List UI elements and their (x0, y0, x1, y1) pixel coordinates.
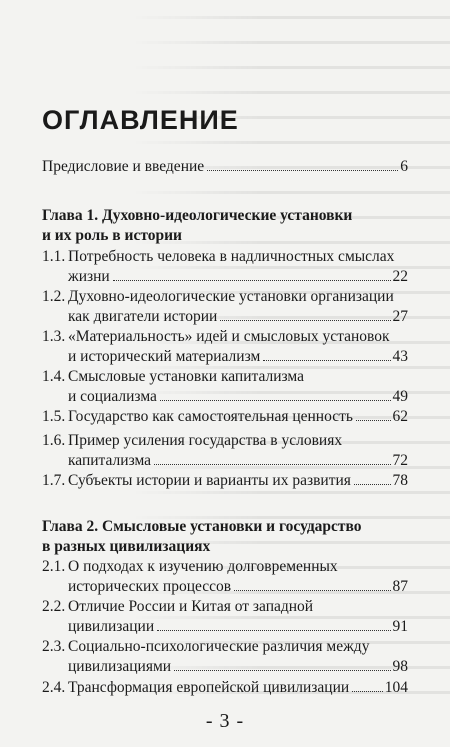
toc-entry (42, 637, 408, 677)
entry-number: 1.1. (42, 248, 66, 265)
entry-number: 1.2. (42, 288, 66, 305)
entry-title-line-2: цивилизациями (68, 658, 172, 675)
toc-entry (42, 597, 408, 637)
entry-page: 98 (392, 658, 408, 675)
leader-dots (160, 399, 391, 401)
entry-page: 6 (400, 158, 408, 175)
toc-entry (42, 327, 408, 367)
entry-page: 91 (392, 618, 408, 635)
entry-page: 87 (392, 578, 408, 595)
entry-page: 72 (392, 452, 408, 469)
toc-entry (42, 557, 408, 597)
entry-number: 2.2. (42, 598, 66, 615)
leader-dots (263, 359, 390, 361)
entry-number: 2.1. (42, 558, 66, 575)
leader-dots (234, 589, 390, 591)
entry-number: 2.4. (42, 679, 66, 696)
leader-dots (352, 690, 383, 692)
chapter-title-line-1: Глава 2. Смысловые установки и государство (42, 518, 362, 535)
chapter-heading (42, 206, 420, 246)
toc-entry (42, 287, 408, 327)
entry-page: 22 (392, 268, 408, 285)
entry-page: 49 (392, 388, 408, 405)
toc-entry (42, 471, 408, 491)
toc-entry-preface (42, 157, 408, 177)
chapter-title-line-2: в разных цивилизациях (42, 538, 211, 555)
entry-number: 1.7. (42, 472, 66, 489)
entry-title-line-2: исторических процессов (68, 578, 232, 595)
leader-dots (356, 419, 391, 421)
leader-dots (157, 629, 390, 631)
entry-title-line-1: «Материальность» идей и смысловых установок (68, 328, 390, 345)
leader-dots (154, 463, 390, 465)
entry-number: 2.3. (42, 638, 66, 655)
entry-title-line-2: и социализма (68, 388, 157, 405)
entry-page: 27 (392, 308, 408, 325)
chapter-title-line-1: Глава 1. Духовно-идеологические установки (42, 207, 353, 224)
leader-dots (220, 319, 390, 321)
entry-title-line-1: Потребность человека в надличностных смыслах (68, 248, 395, 265)
entry-title-line-1: Государство как самостоятельная ценность (68, 408, 353, 425)
chapter-title-line-2: и их роль в истории (42, 227, 182, 244)
toc-entry (42, 247, 408, 287)
entry-title-line-1: Субъекты истории и варианты их развития (68, 472, 351, 489)
entry-number: 1.4. (42, 368, 66, 385)
entry-title: Предисловие и введение (42, 158, 205, 175)
page-title: ОГЛАВЛЕНИЕ (42, 105, 239, 135)
entry-title-line-1: Пример усиления государства в условиях (68, 432, 343, 449)
toc-entry (42, 431, 408, 471)
entry-number: 1.6. (42, 432, 66, 449)
entry-title-line-2: как двигатели истории (68, 308, 218, 325)
entry-title-line-1: О подходах к изучению долговременных (68, 558, 338, 575)
entry-page: 78 (392, 472, 408, 489)
entry-page: 104 (384, 679, 408, 696)
toc-entry (42, 367, 408, 407)
entry-number: 1.5. (42, 408, 66, 425)
toc-entry (42, 678, 408, 698)
toc-entry (42, 407, 408, 427)
entry-title-line-1: Смысловые установки капитализма (68, 368, 305, 385)
leader-dots (174, 669, 390, 671)
page-number: - 3 - (205, 710, 245, 732)
entry-page: 62 (392, 408, 408, 425)
chapter-heading (42, 517, 420, 557)
entry-number: 1.3. (42, 328, 66, 345)
entry-title-line-1: Социально-психологические различия между (68, 638, 370, 655)
leader-dots (207, 169, 398, 171)
leader-dots (113, 279, 391, 281)
entry-title-line-2: цивилизации (68, 618, 155, 635)
entry-page: 43 (392, 348, 408, 365)
leader-dots (354, 483, 391, 485)
entry-title-line-2: жизни (68, 268, 110, 285)
entry-title-line-2: и исторический материализм (68, 348, 261, 365)
entry-title-line-1: Духовно-идеологические установки организации (68, 288, 394, 305)
entry-title-line-2: капитализма (68, 452, 152, 469)
entry-title-line-1: Трансформация европейской цивилизации (68, 679, 350, 696)
entry-title-line-1: Отличие России и Китая от западной (68, 598, 314, 615)
